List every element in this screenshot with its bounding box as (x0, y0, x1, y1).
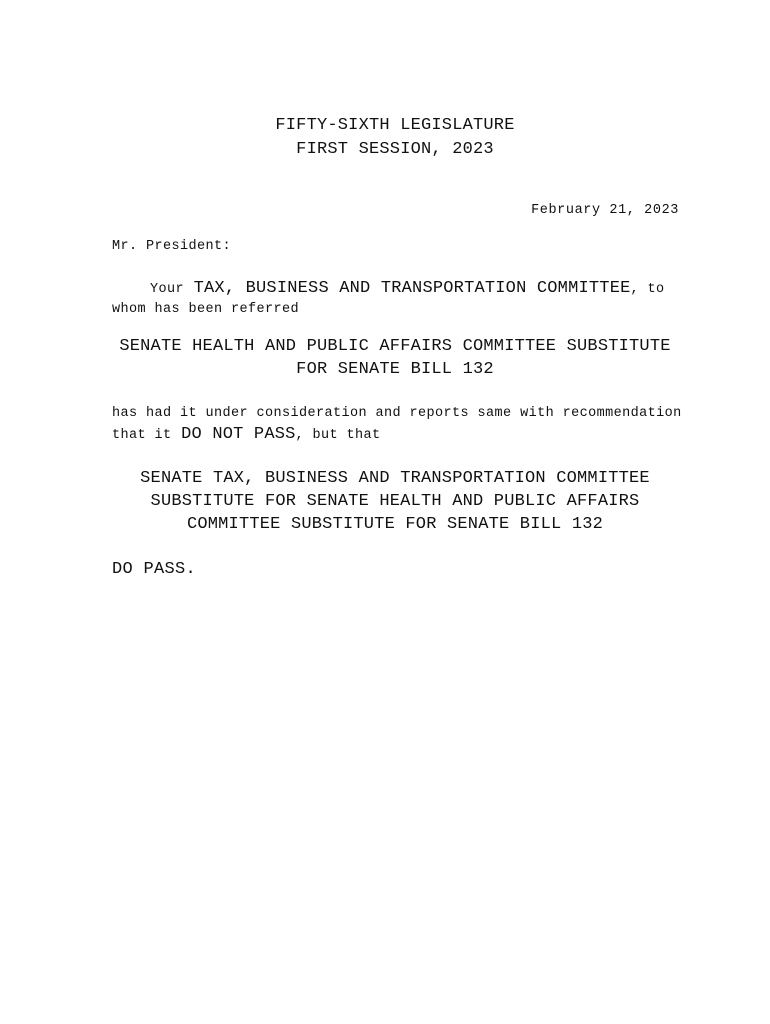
closing-recommendation: DO PASS. (112, 560, 197, 579)
report-paragraph (112, 404, 692, 446)
referred-bill-title (0, 335, 770, 381)
committee-name: TAX, BUSINESS AND TRANSPORTATION COMMITTEE (193, 279, 631, 298)
legislature-heading: FIFTY-SIXTH LEGISLATURE (275, 116, 515, 135)
recommendation-text: DO NOT PASS (181, 425, 296, 444)
report-line-1: has had it under consideration and reports same with recommendation (112, 406, 682, 421)
substitute-bill-title (0, 467, 770, 536)
report-date: February 21, 2023 (531, 203, 679, 218)
report-line-2-suffix: , but that (295, 428, 381, 443)
substitute-bill-line-3: COMMITTEE SUBSTITUTE FOR SENATE BILL 132 (186, 515, 604, 534)
session-heading: FIRST SESSION, 2023 (296, 140, 494, 159)
referral-suffix: , to (630, 282, 665, 297)
substitute-bill-line-1: SENATE TAX, BUSINESS AND TRANSPORTATION COMMITTEE (140, 469, 650, 488)
report-line-2-prefix: that it (112, 428, 172, 443)
referral-paragraph (112, 278, 692, 320)
referral-prefix: Your (150, 282, 185, 297)
referral-line-2: whom has been referred (112, 302, 300, 317)
referred-bill-line-2: FOR SENATE BILL 132 (296, 360, 494, 379)
salutation: Mr. President: (112, 239, 232, 254)
referred-bill-line-1: SENATE HEALTH AND PUBLIC AFFAIRS COMMITTEE SUBSTITUTE (119, 337, 671, 356)
substitute-bill-line-2: SUBSTITUTE FOR SENATE HEALTH AND PUBLIC AFFAIRS (150, 492, 640, 511)
